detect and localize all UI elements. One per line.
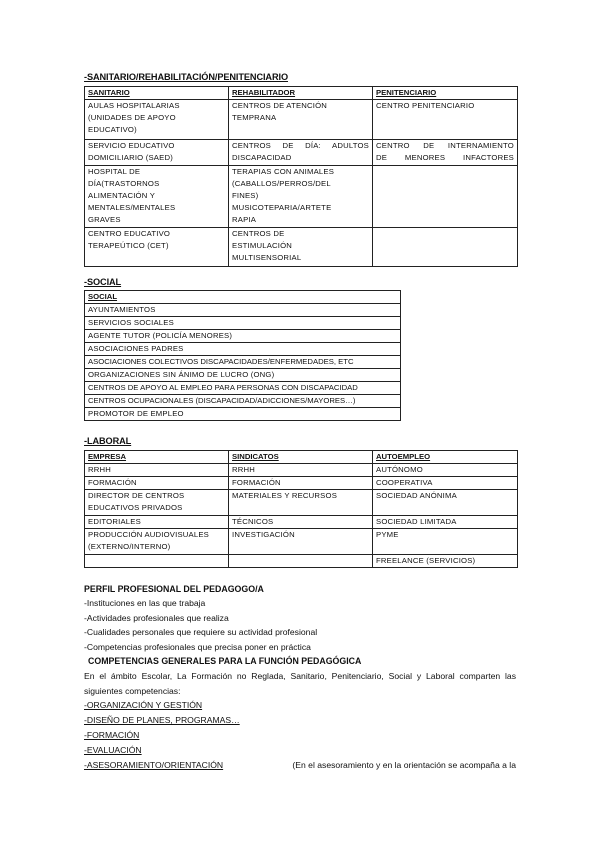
- table-cell: CENTRO DE INTERNAMIENTO DE MENORES INFACTORES: [373, 140, 518, 166]
- competencia-asesoramiento-text: (En el asesoramiento y en la orientación se acompaña a la: [292, 760, 516, 770]
- table-row: CENTROS DE APOYO AL EMPLEO PARA PERSONAS CON DISCAPACIDAD: [85, 382, 401, 395]
- table-cell: AULAS HOSPITALARIAS (UNIDADES DE APOYO EDUCATIVO): [85, 100, 229, 140]
- table-cell: CENTROS DE ATENCIÓN TEMPRANA: [229, 100, 373, 140]
- table-row: SERVICIOS SOCIALES: [85, 317, 401, 330]
- perfil-item: -Actividades profesionales que realiza: [84, 612, 229, 623]
- section-title-sanitario: -SANITARIO/REHABILITACIÓN/PENITENCIARIO: [84, 72, 289, 82]
- competencia-item: -FORMACIÓN: [84, 730, 140, 740]
- competencia-item: -EVALUACIÓN: [84, 745, 142, 755]
- table-cell: INVESTIGACIÓN: [229, 529, 373, 555]
- section-title-social: -SOCIAL: [84, 277, 122, 287]
- perfil-item: -Instituciones en las que trabaja: [84, 598, 206, 608]
- table-row: CENTROS OCUPACIONALES (DISCAPACIDAD/ADICCIONES/MAYORES…): [85, 395, 401, 408]
- table-cell: [373, 166, 518, 228]
- table-cell: CENTRO EDUCATIVO TERAPEÚTICO (CET): [85, 228, 229, 267]
- competencias-intro: En el ámbito Escolar, La Formación no Reglada, Sanitario, Penitenciario, Social y Laboral comparten las siguientes competencias:: [84, 671, 516, 696]
- perfil-item: -Cualidades personales que requiere su actividad profesional: [84, 627, 318, 637]
- table-row: AGENTE TUTOR (POLICÍA MENORES): [85, 330, 401, 343]
- table-row: AYUNTAMIENTOS: [85, 304, 401, 317]
- header-autoempleo: AUTOEMPLEO: [373, 451, 518, 464]
- header-sindicatos: SINDICATOS: [229, 451, 373, 464]
- table-row: PROMOTOR DE EMPLEO: [85, 408, 401, 421]
- table-cell: RRHH: [229, 464, 373, 477]
- table-cell: SOCIEDAD ANÓNIMA: [373, 490, 518, 516]
- table-cell: SOCIEDAD LIMITADA: [373, 516, 518, 529]
- header-sanitario: SANITARIO: [85, 87, 229, 100]
- table-cell: FORMACIÓN: [85, 477, 229, 490]
- table-row: ASOCIACIONES COLECTIVOS DISCAPACIDADES/ENFERMEDADES, ETC: [85, 356, 401, 369]
- competencia-asesoramiento-label: -ASESORAMIENTO/ORIENTACIÓN: [84, 760, 224, 770]
- header-penitenciario: PENITENCIARIO: [373, 87, 518, 100]
- table-cell: CENTROS DE ESTIMULACIÓN MULTISENSORIAL: [229, 228, 373, 267]
- table-cell: TÉCNICOS: [229, 516, 373, 529]
- section-title-laboral: -LABORAL: [84, 436, 132, 446]
- header-social: SOCIAL: [85, 291, 401, 304]
- header-rehabilitador: REHABILITADOR: [229, 87, 373, 100]
- table-cell: CENTRO PENITENCIARIO: [373, 100, 518, 140]
- perfil-item: -Competencias profesionales que precisa poner en práctica: [84, 641, 311, 652]
- table-cell: FORMACIÓN: [229, 477, 373, 490]
- table-cell: SERVICIO EDUCATIVO DOMICILIARIO (SAED): [85, 140, 229, 166]
- table-laboral: [84, 450, 518, 568]
- competencia-item: -ORGANIZACIÓN Y GESTIÓN: [84, 700, 203, 710]
- table-cell: DIRECTOR DE CENTROS EDUCATIVOS PRIVADOS: [85, 490, 229, 516]
- table-row: ASOCIACIONES PADRES: [85, 343, 401, 356]
- table-cell: FREELANCE (SERVICIOS): [373, 555, 518, 568]
- perfil-title: PERFIL PROFESIONAL DEL PEDAGOGO/A: [84, 584, 264, 594]
- competencias-title: COMPETENCIAS GENERALES PARA LA FUNCIÓN PEDAGÓGICA: [88, 656, 362, 666]
- table-cell: PYME: [373, 529, 518, 555]
- table-cell: [229, 555, 373, 568]
- perfil-section: [84, 582, 516, 773]
- table-cell: TERAPIAS CON ANIMALES (CABALLOS/PERROS/DEL FINES) MUSICOTEPARIA/ARTETE RAPIA: [229, 166, 373, 228]
- table-cell: [85, 555, 229, 568]
- table-cell: MATERIALES Y RECURSOS: [229, 490, 373, 516]
- table-cell: EDITORIALES: [85, 516, 229, 529]
- competencia-item: -DISEÑO DE PLANES, PROGRAMAS…: [84, 715, 240, 725]
- table-cell: [373, 228, 518, 267]
- header-empresa: EMPRESA: [85, 451, 229, 464]
- table-cell: RRHH: [85, 464, 229, 477]
- table-cell: PRODUCCIÓN AUDIOVISUALES (EXTERNO/INTERNO): [85, 529, 229, 555]
- table-cell: CENTROS DE DÍA: ADULTOS DISCAPACIDAD: [229, 140, 373, 166]
- table-cell: AUTÓNOMO: [373, 464, 518, 477]
- table-row: ORGANIZACIONES SIN ÁNIMO DE LUCRO (ONG): [85, 369, 401, 382]
- table-cell: HOSPITAL DE DÍA(TRASTORNOS ALIMENTACIÓN Y MENTALES/MENTALES GRAVES: [85, 166, 229, 228]
- table-sanitario: [84, 86, 518, 267]
- table-cell: COOPERATIVA: [373, 477, 518, 490]
- table-social: [84, 290, 401, 421]
- competencia-asesoramiento: [84, 758, 516, 773]
